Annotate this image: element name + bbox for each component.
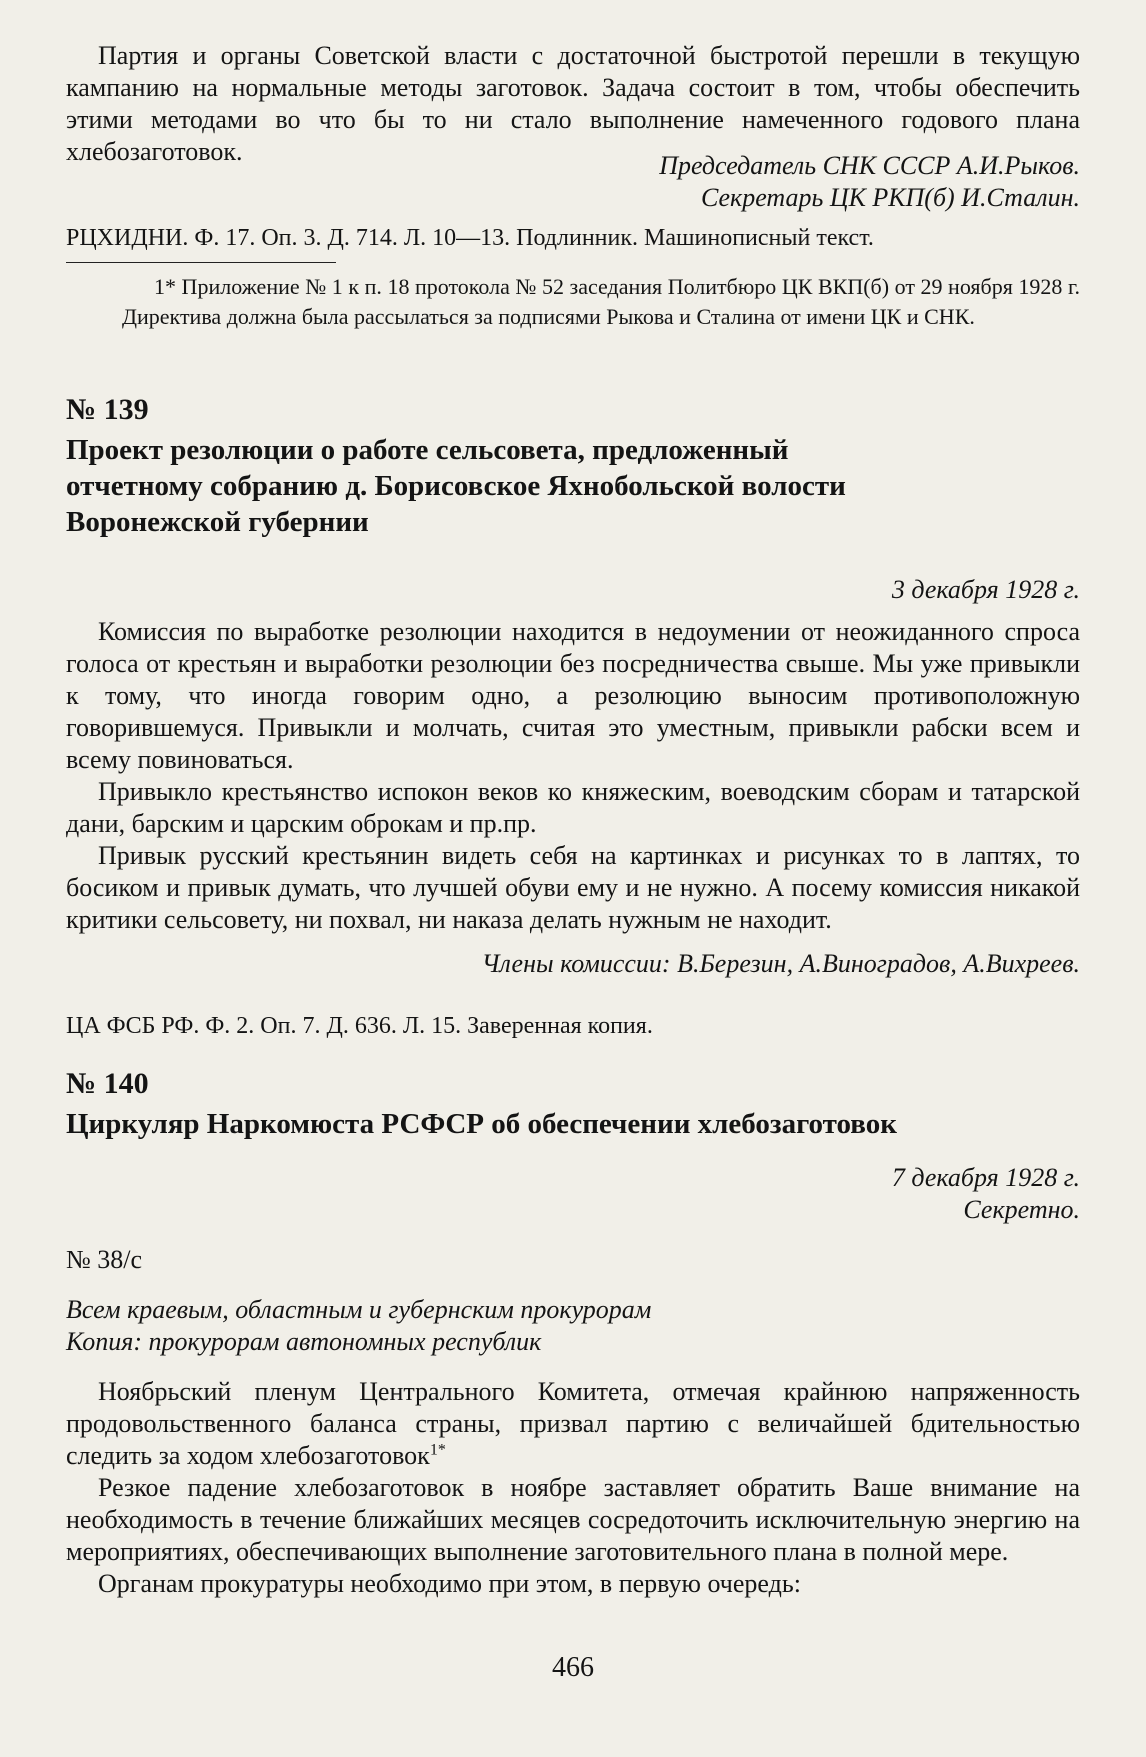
addressee: Всем краевым, областным и губернским прокурорам: [66, 1295, 652, 1324]
signature-rykov: Председатель СНК СССР А.И.Рыков.: [659, 151, 1080, 180]
doc-title: Проект резолюции о работе сельсовета, предложенный отчетному собранию д. Борисовское Яхнобольской волости Воронежской губернии: [66, 434, 846, 538]
signature-stalin: Секретарь ЦК РКП(б) И.Сталин.: [700, 183, 1080, 212]
addressee-copy: Копия: прокурорам автономных республик: [66, 1327, 542, 1356]
paragraph-text: Ноябрьский пленум Центрального Комитета, отмечая крайнюю напряженность продовольственного баланса страны, призвал партию с величайшей бдительностью следить за ходом хлебозаготовок: [66, 1377, 1080, 1470]
footnote-rule: [66, 262, 336, 263]
doc-paragraph: Привык русский крестьянин видеть себя на картинках и рисунках то в лаптях, то босиком и привык думать, что лучшей обуви ему и не нужно. А посему комиссия никакой критики сельсовету, ни похвал, ни наказа делать нужным не находит.: [66, 841, 1080, 934]
doc-number: № 140: [66, 1067, 149, 1100]
document-140: [66, 1066, 1080, 1600]
doc-date: 7 декабря 1928 г.: [891, 1163, 1080, 1192]
doc-paragraph: Привыкло крестьянство испокон веков ко княжеским, воеводским сборам и татарской дани, барским и царским оброкам и пр.пр.: [66, 777, 1080, 838]
archive-reference: РЦХИДНИ. Ф. 17. Оп. 3. Д. 714. Л. 10—13. Подлинник. Машинописный текст.: [66, 225, 874, 251]
document-139: [66, 392, 1080, 1042]
intro-paragraph: Партия и органы Советской власти с достаточной быстротой перешли в текущую кампанию на нормальные методы заготовок. Задача состоит в том, чтобы обеспечить этими методами во что бы то ни стало выполнение намеченного годового плана хлебозаготовок.: [66, 41, 1080, 166]
footnote-marker: 1*: [429, 1441, 446, 1459]
doc-number: № 139: [66, 393, 149, 426]
commission-signatures: Члены комиссии: В.Березин, А.Виноградов, А.Вихреев.: [481, 949, 1080, 978]
doc-title: Циркуляр Наркомюста РСФСР об обеспечении хлебозаготовок: [66, 1108, 897, 1140]
secrecy-stamp: Секретно.: [963, 1195, 1080, 1224]
footnote: 1* Приложение № 1 к п. 18 протокола № 52 заседания Политбюро ЦК ВКП(б) от 29 ноября 1928 г. Директива должна была рассылаться за подписями Рыкова и Сталина от имени ЦК и СНК.: [122, 274, 1080, 329]
doc-date: 3 декабря 1928 г.: [891, 575, 1080, 604]
doc-paragraph: Резкое падение хлебозаготовок в ноябре заставляет обратить Ваше внимание на необходимость в течение ближайших месяцев сосредоточить исключительную энергию на мероприятиях, обеспечивающих выполнение заготовительного плана в полной мере.: [66, 1473, 1080, 1566]
archive-reference: ЦА ФСБ РФ. Ф. 2. Оп. 7. Д. 636. Л. 15. Заверенная копия.: [66, 1013, 653, 1039]
doc-paragraph: Органам прокуратуры необходимо при этом, в первую очередь:: [98, 1569, 801, 1598]
doc-paragraph: Комиссия по выработке резолюции находится в недоумении от неожиданного спроса голоса от крестьян и выработки резолюции без посредничества свыше. Мы уже привыкли к тому, что иногда говорим одно, а резолюцию выносим противоположную говорившемуся. Привыкли и молчать, считая это уместным, привыкли рабски всем и всему повиноваться.: [66, 617, 1080, 774]
page-number: 466: [552, 1652, 594, 1683]
doc-paragraph: [66, 1376, 1080, 1472]
reference-number: № 38/с: [66, 1245, 143, 1274]
